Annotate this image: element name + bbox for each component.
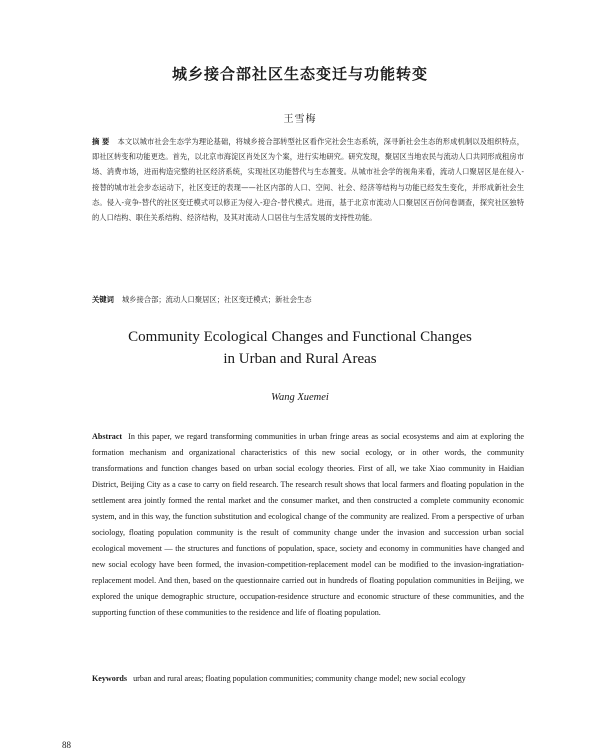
chinese-abstract-label: 摘 要 [92, 137, 110, 146]
english-keywords-label: Keywords [92, 674, 128, 683]
english-abstract-label: Abstract [92, 432, 123, 441]
english-abstract-text: In this paper, we regard transforming communities in urban fringe areas as social ecosystems and aim at exploring the formation mechanism and organizational characteristics of this new social ecology, or in other words, the community transformations and function changes based on urban social ecology theories. First of all, we take Xiao community in Haidian District, Beijing City as a case to carry on field research. The research result shows that local farmers and floating population in the settlement area jointly formed the rental market and the consumer market, and then constructed a complete community economic system, and in this way, the function substitution and ecological change of the community are realized. From a perspective of urban sociology, floating population community is the result of community change under the invasion and succession urban social ecological movement — the structures and functions of population, space, society and economy in communities have changed and new social ecology have been formed, the invasion-competition-replacement model can be modified to the invasion-ingratiation-replacement model. And then, based on the questionnaire carried out in hundreds of floating population communities in Beijing, we explored the unique demographic structure, occupation-residence structure and economic structure of these communities, and the supporting function of these communities to the residence and life of floating population. [92, 432, 524, 617]
chinese-title: 城乡接合部社区生态变迁与功能转变 [171, 65, 428, 83]
chinese-keywords-text: 城乡接合部；流动人口聚居区；社区变迁模式；新社会生态 [121, 295, 312, 304]
chinese-author: 王雪梅 [283, 114, 317, 125]
chinese-abstract-text: 本文以城市社会生态学为理论基础，将城乡接合部转型社区看作完社会生态系统，深寻新社会生态的形成机制以及组织特点，即社区转变和功能更迭。首先，以北京市海淀区肖处区为个案，进行实地研究。研究发现，聚居区当地农民与流动人口共同形成租房市场、消费市场，进而构造完整的社区经济系统，实现社区功能替代与生态置变。从城市社会学的视角来看，流动人口聚居区是在侵入-接替的城市社会步态运动下，社区变迁的表现——社区内部的人口、空间、社会、经济等结构与功能已经发生变化，并形成新社会生态。侵入-竞争-替代的社区变迁模式可以修正为侵入-迎合-替代模式。进而，基于北京市流动人口聚居区百份问卷调查，探究社区独特的人口结构、职住关系结构、经济结构，及其对流动人口居住与生活发展的支持性功能。 [92, 137, 525, 223]
english-abstract [92, 429, 524, 621]
english-author: Wang Xuemei [271, 392, 329, 403]
page-number: 88 [62, 740, 71, 750]
english-keywords-text: urban and rural areas; floating population communities; community change model; new social ecology [133, 674, 466, 683]
chinese-abstract [92, 134, 524, 225]
chinese-keywords [92, 293, 524, 307]
english-title [0, 326, 600, 370]
english-title-line-1: Community Ecological Changes and Functional Changes [128, 329, 472, 345]
chinese-keywords-label: 关键词 [92, 295, 114, 304]
english-keywords [92, 671, 524, 687]
english-title-line-2: in Urban and Rural Areas [223, 351, 377, 367]
